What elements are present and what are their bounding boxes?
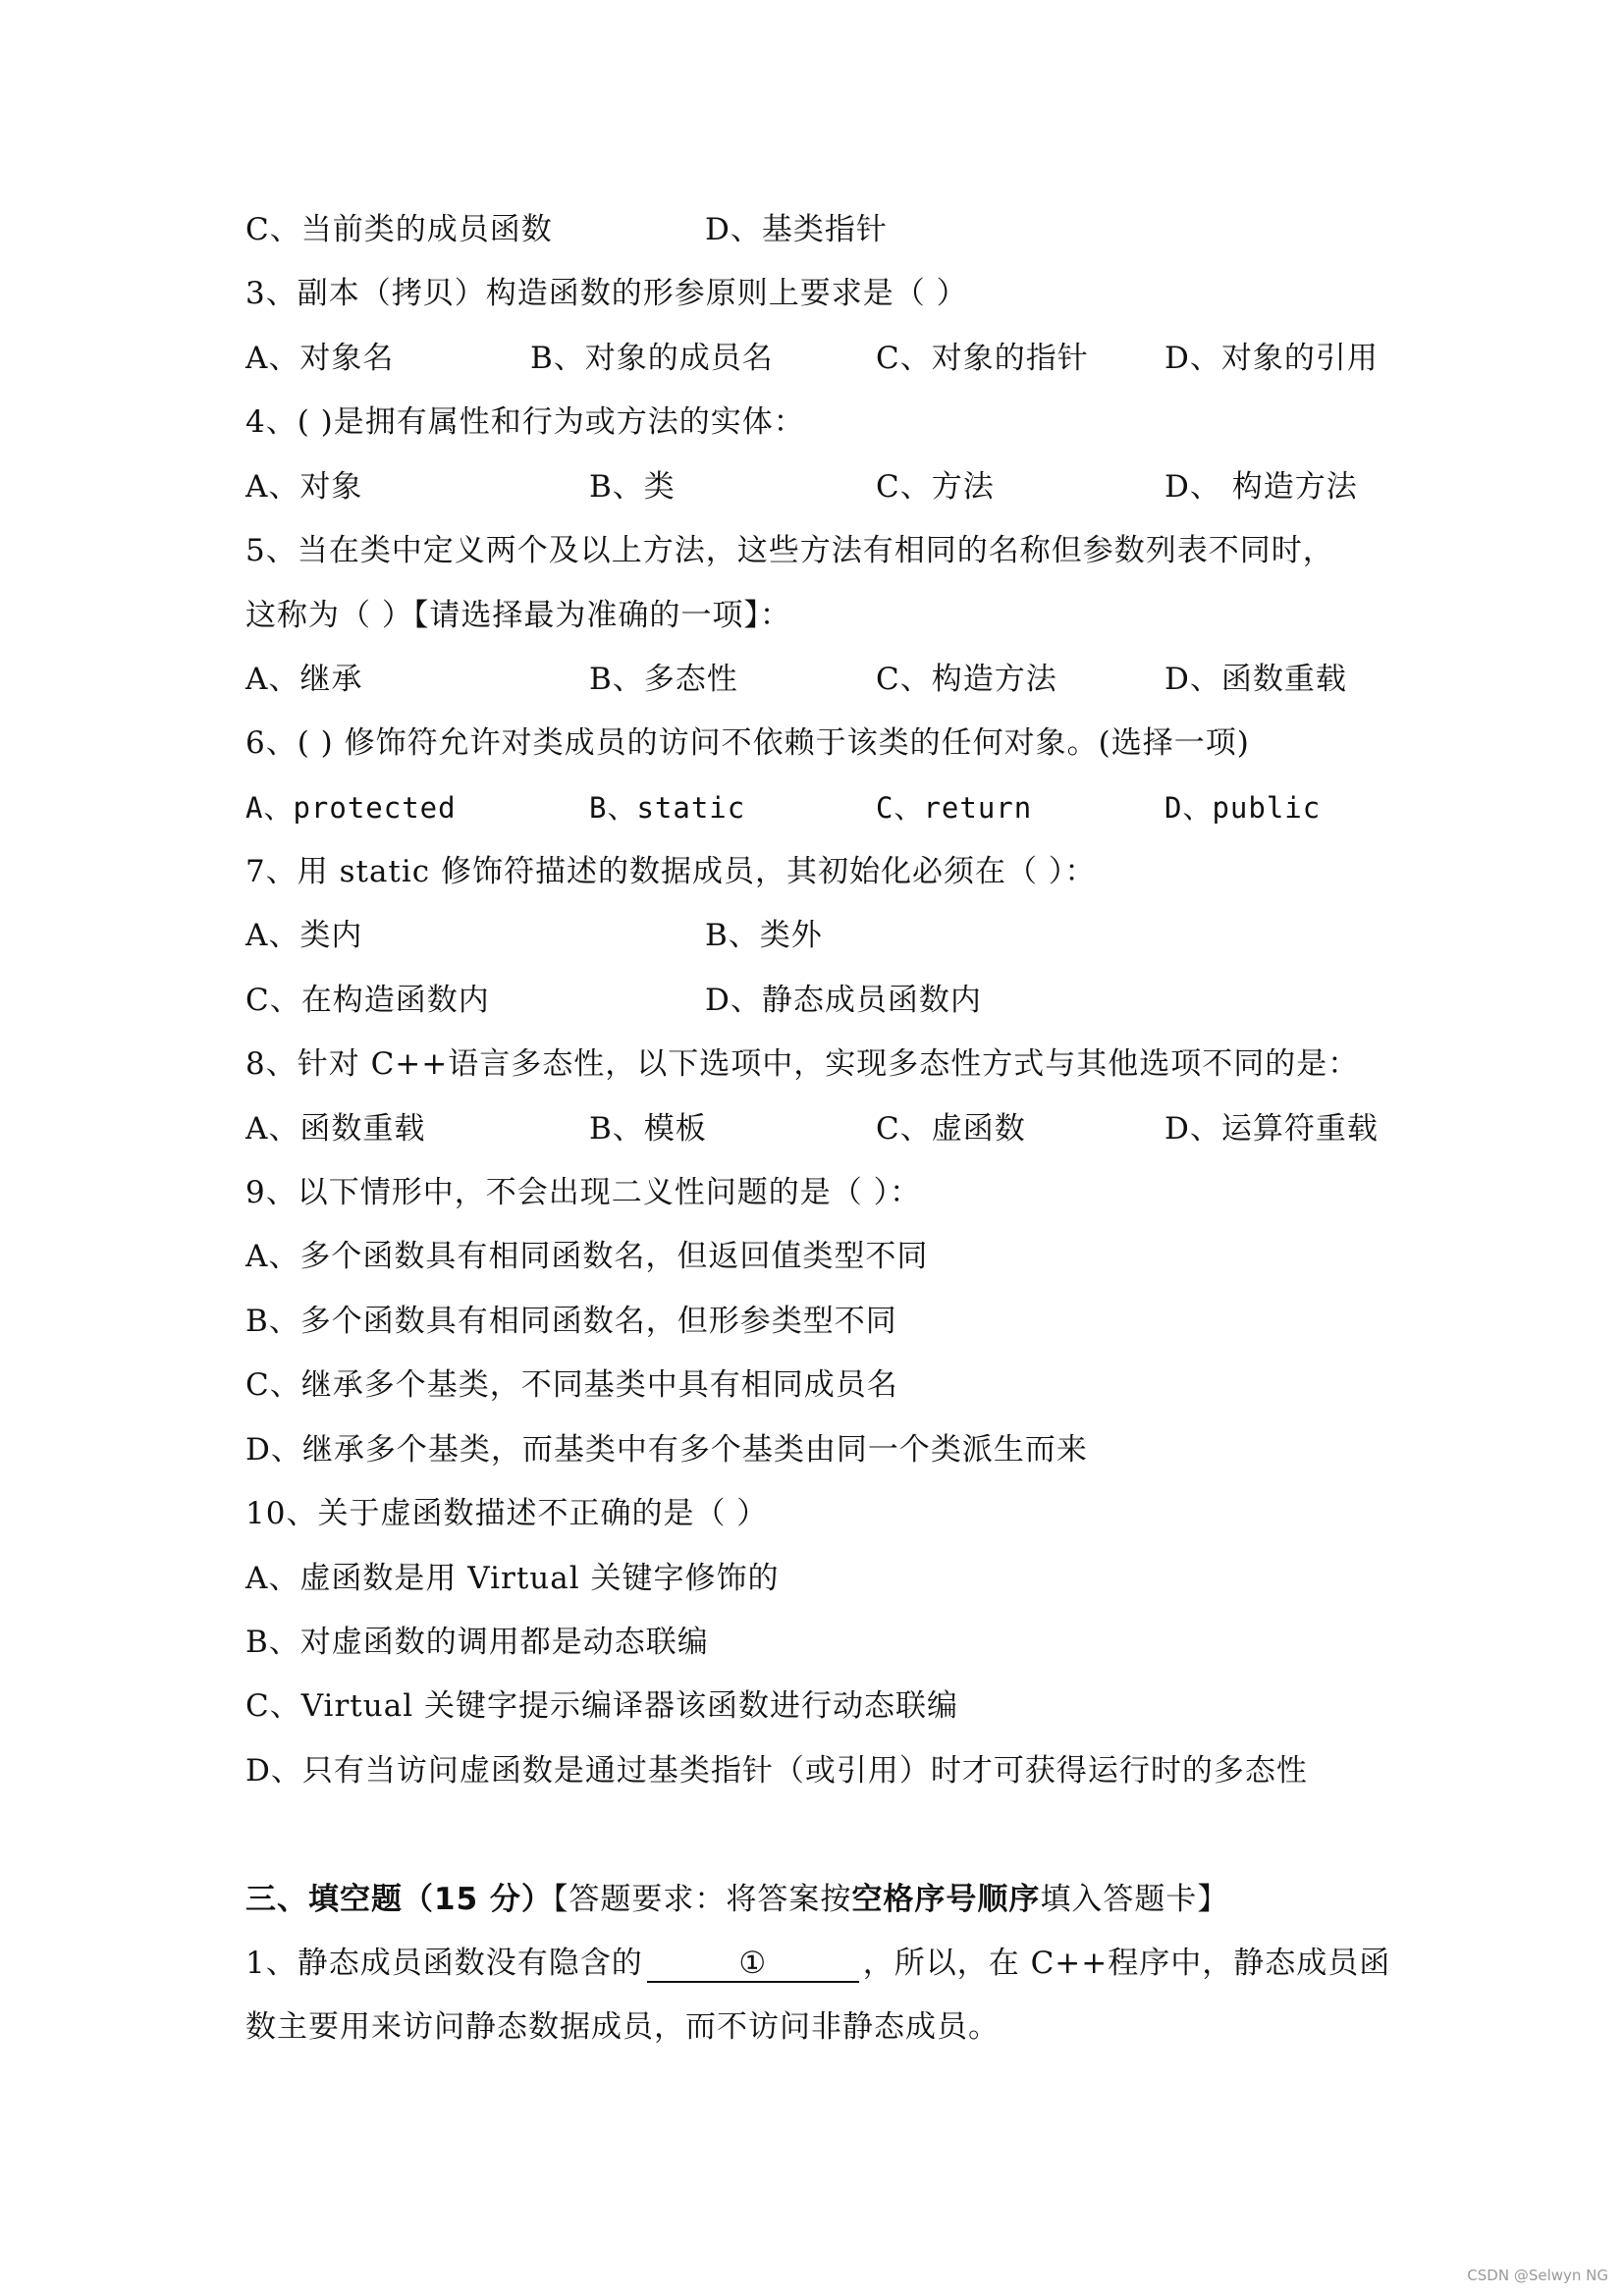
q9-option-b: B、多个函数具有相同函数名，但形参类型不同 [245, 1304, 897, 1339]
q9-stem: 9、以下情形中，不会出现二义性问题的是（ ）： [245, 1175, 922, 1210]
q10-stem: 10、关于虚函数描述不正确的是（ ） [245, 1496, 769, 1531]
q8-option-a: A、函数重载 [245, 1111, 426, 1147]
q6-option-c: C、return [876, 791, 1033, 825]
fill-1-suffix: ，所以，在 C++程序中，静态成员函 [862, 1946, 1391, 1981]
q7-option-d: D、静态成员函数内 [705, 983, 982, 1018]
q7-option-c: C、在构造函数内 [245, 983, 490, 1018]
q6-stem: 6、( ) 修饰符允许对类成员的访问不依赖于该类的任何对象。(选择一项) [245, 725, 1250, 761]
q9-option-c: C、继承多个基类，不同基类中具有相同成员名 [245, 1367, 898, 1403]
section-3-requirement-open: 【答题要求：将答案按 [552, 1882, 852, 1917]
q8-stem: 8、针对 C++语言多态性，以下选项中，实现多态性方式与其他选项不同的是： [245, 1046, 1360, 1082]
q3-option-a: A、对象名 [245, 341, 395, 376]
fill-1-blank-label: ① [738, 1946, 768, 1981]
q10-option-d: D、只有当访问虚函数是通过基类指针（或引用）时才可获得运行时的多态性 [245, 1753, 1308, 1789]
section-3-requirement-close: 填入答题卡】 [1040, 1882, 1229, 1917]
q4-option-a: A、对象 [245, 469, 363, 505]
q2-option-d: D、基类指针 [705, 212, 888, 247]
q3-option-b: B、对象的成员名 [530, 341, 774, 376]
fill-1-prefix: 1、静态成员函数没有隐含的 [245, 1946, 643, 1981]
q4-option-d: D、 构造方法 [1164, 469, 1358, 505]
q3-option-d: D、对象的引用 [1164, 341, 1379, 376]
q10-option-a: A、虚函数是用 Virtual 关键字修饰的 [245, 1561, 780, 1596]
q10-option-b: B、对虚函数的调用都是动态联编 [245, 1625, 709, 1660]
q6-option-b: B、static [589, 791, 746, 825]
q5-stem-line1: 5、当在类中定义两个及以上方法，这些方法有相同的名称但参数列表不同时， [245, 533, 1334, 568]
q7-option-b: B、类外 [705, 918, 823, 953]
q4-stem: 4、( )是拥有属性和行为或方法的实体： [245, 404, 805, 440]
q8-option-d: D、运算符重载 [1164, 1111, 1379, 1147]
csdn-watermark: CSDN @Selwyn NG [1467, 2267, 1608, 2284]
q7-option-a: A、类内 [245, 918, 363, 953]
fill-1-line2: 数主要用来访问静态数据成员，而不访问非静态成员。 [245, 2009, 1000, 2045]
q9-option-d: D、继承多个基类，而基类中有多个基类由同一个类派生而来 [245, 1432, 1088, 1468]
q2-option-c: C、当前类的成员函数 [245, 212, 553, 247]
q7-stem: 7、用 static 修饰符描述的数据成员，其初始化必须在（ ）： [245, 854, 1097, 889]
q8-option-b: B、模板 [589, 1111, 707, 1147]
q8-option-c: C、虚函数 [876, 1111, 1026, 1147]
q3-stem: 3、副本（拷贝）构造函数的形参原则上要求是（ ） [245, 276, 968, 311]
fill-1-line1 [245, 1944, 1390, 1983]
q3-option-c: C、对象的指针 [876, 341, 1089, 376]
q4-option-c: C、方法 [876, 469, 995, 505]
q9-option-a: A、多个函数具有相同函数名，但返回值类型不同 [245, 1239, 929, 1274]
q6-option-d: D、public [1164, 791, 1322, 825]
q6-option-a: A、protected [245, 791, 457, 825]
q5-stem-line2: 这称为（ ）【请选择最为准确的一项】： [245, 598, 791, 633]
section-3-requirement-emphasis: 空格序号顺序 [851, 1882, 1041, 1917]
q5-option-a: A、继承 [245, 662, 363, 697]
q5-option-c: C、构造方法 [876, 662, 1057, 697]
fill-1-blank [647, 1946, 859, 1983]
q5-option-b: B、多态性 [589, 662, 738, 697]
q10-option-c: C、Virtual 关键字提示编译器该函数进行动态联编 [245, 1688, 958, 1724]
q5-option-d: D、函数重载 [1164, 662, 1347, 697]
section-3-heading [245, 1880, 1228, 1919]
q4-option-b: B、类 [589, 469, 676, 505]
section-3-title: 三、填空题（15 分） [245, 1882, 553, 1917]
